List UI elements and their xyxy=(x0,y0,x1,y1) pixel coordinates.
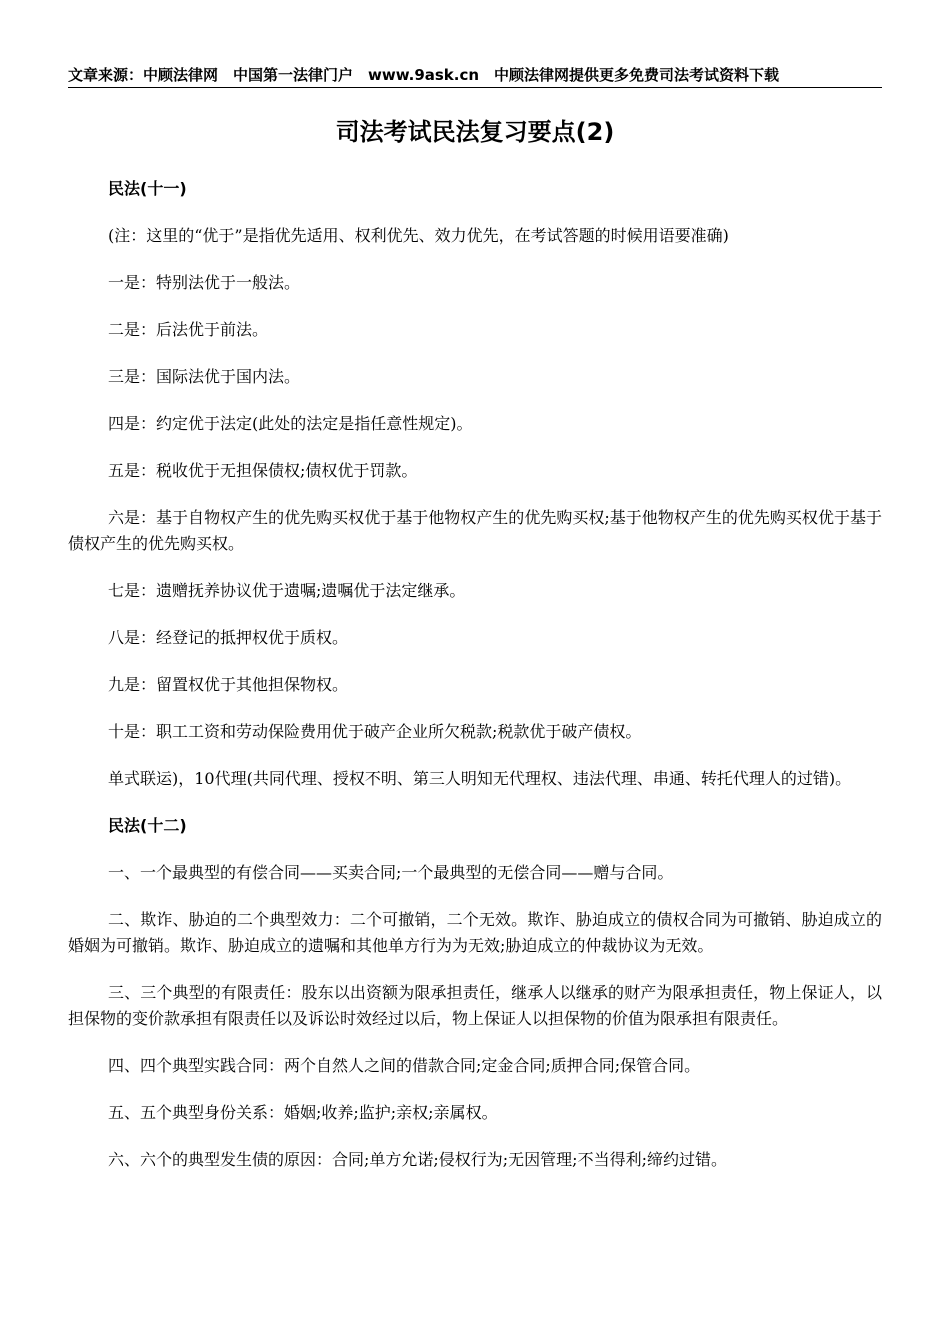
paragraph: 一、一个最典型的有偿合同——买卖合同;一个最典型的无偿合同——赠与合同。 xyxy=(108,863,674,882)
paragraph: 四是：约定优于法定(此处的法定是指任意性规定)。 xyxy=(108,414,473,433)
paragraph: 六是：基于自物权产生的优先购买权优于基于他物权产生的优先购买权;基于他物权产生的优先购买权优于基于债权产生的优先购买权。 xyxy=(68,508,882,553)
paragraph: 五是：税收优于无担保债权;债权优于罚款。 xyxy=(108,461,418,480)
paragraph: 三、三个典型的有限责任：股东以出资额为限承担责任，继承人以继承的财产为限承担责任，物上保证人，以担保物的变价款承担有限责任以及诉讼时效经过以后，物上保证人以担保物的价值为限承担有限责任。 xyxy=(68,983,882,1028)
paragraph: 单式联运)，10代理(共同代理、授权不明、第三人明知无代理权、违法代理、串通、转托代理人的过错)。 xyxy=(108,769,852,788)
page-header: 文章来源：中顾法律网 中国第一法律门户 www.9ask.cn 中顾法律网提供更多免费司法考试资料下载 xyxy=(68,64,882,88)
paragraph: 一是：特别法优于一般法。 xyxy=(108,273,301,292)
paragraph: 五、五个典型身份关系：婚姻;收养;监护;亲权;亲属权。 xyxy=(108,1103,498,1122)
paragraph: 四、四个典型实践合同：两个自然人之间的借款合同;定金合同;质押合同;保管合同。 xyxy=(108,1056,701,1075)
paragraph: 三是：国际法优于国内法。 xyxy=(108,367,301,386)
paragraph: 八是：经登记的抵押权优于质权。 xyxy=(108,628,349,647)
paragraph: 二是：后法优于前法。 xyxy=(108,320,269,339)
document-body xyxy=(68,176,882,1194)
paragraph: 六、六个的典型发生债的原因：合同;单方允诺;侵权行为;无因管理;不当得利;缔约过错。 xyxy=(108,1150,727,1169)
note-paragraph: (注：这里的“优于”是指优先适用、权利优先、效力优先，在考试答题的时候用语要准确) xyxy=(108,226,729,245)
document-title: 司法考试民法复习要点(2) xyxy=(335,118,615,146)
section-heading: 民法(十二) xyxy=(108,816,187,835)
paragraph: 十是：职工工资和劳动保险费用优于破产企业所欠税款;税款优于破产债权。 xyxy=(108,722,642,741)
paragraph: 七是：遗赠抚养协议优于遗嘱;遗嘱优于法定继承。 xyxy=(108,581,466,600)
paragraph: 九是：留置权优于其他担保物权。 xyxy=(108,675,349,694)
section-heading: 民法(十一) xyxy=(108,179,187,198)
paragraph: 二、欺诈、胁迫的二个典型效力：二个可撤销，二个无效。欺诈、胁迫成立的债权合同为可撤销、胁迫成立的婚姻为可撤销。欺诈、胁迫成立的遗嘱和其他单方行为为无效;胁迫成立的仲裁协议为无效。 xyxy=(68,910,882,955)
